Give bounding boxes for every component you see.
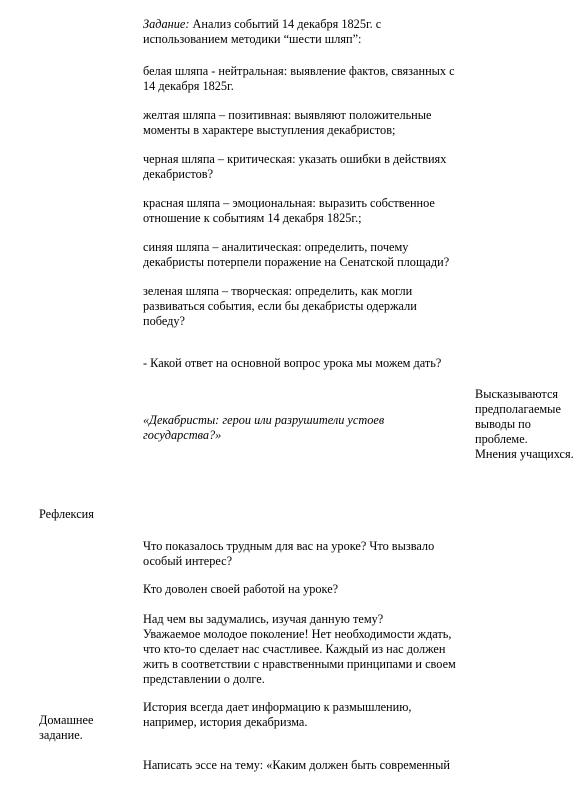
student-answer: Высказываются предполагаемые выводы по проблеме. Мнения учащихся. [475, 387, 574, 461]
reflection-label: Рефлексия [39, 507, 94, 521]
hat-yellow: желтая шляпа – позитивная: выявляют положительные моменты в характере выступления декабристов; [143, 108, 432, 137]
task-label: Задание: [143, 17, 190, 31]
homework-text: Написать эссе на тему: «Каким должен быть современный [143, 758, 450, 772]
hat-red: красная шляпа – эмоциональная: выразить собственное отношение к событиям 14 декабря 1825г.; [143, 196, 435, 225]
reflection-question-2: Кто доволен своей работой на уроке? [143, 582, 339, 596]
lesson-question: «Декабристы: герои или разрушители устоев государства?» [143, 413, 385, 442]
hat-green: зеленая шляпа – творческая: определить, как могли развиваться события, если бы декабристы одержали победу? [143, 284, 417, 328]
hat-black: черная шляпа – критическая: указать ошибки в действиях декабристов? [143, 152, 447, 181]
hat-blue: синяя шляпа – аналитическая: определить, почему декабристы потерпели поражение на Сенатской площади? [143, 240, 450, 269]
task-text: Анализ событий 14 декабря 1825г. с [189, 17, 382, 31]
hat-white: белая шляпа - нейтральная: выявление фактов, связанных с 14 декабря 1825г. [143, 64, 455, 93]
task-heading [143, 17, 483, 47]
history-note: История всегда дает информацию к размышлению, например, история декабризма. [143, 700, 412, 729]
homework-label: Домашнее задание. [39, 713, 94, 742]
task-text-line2: использованием методики “шести шляп”: [143, 32, 362, 46]
reflection-question-3: Над чем вы задумались, изучая данную тему? Уважаемое молодое поколение! Нет необходимости ждать, что кто-то сделает нас счастливее. Каждый из нас должен жить в соответствии с нравственными принципами и своем представлении о долге. [143, 612, 456, 686]
reflection-question-1: Что показалось трудным для вас на уроке? Что вызвало особый интерес? [143, 539, 435, 568]
main-question: - Какой ответ на основной вопрос урока мы можем дать? [143, 356, 442, 370]
